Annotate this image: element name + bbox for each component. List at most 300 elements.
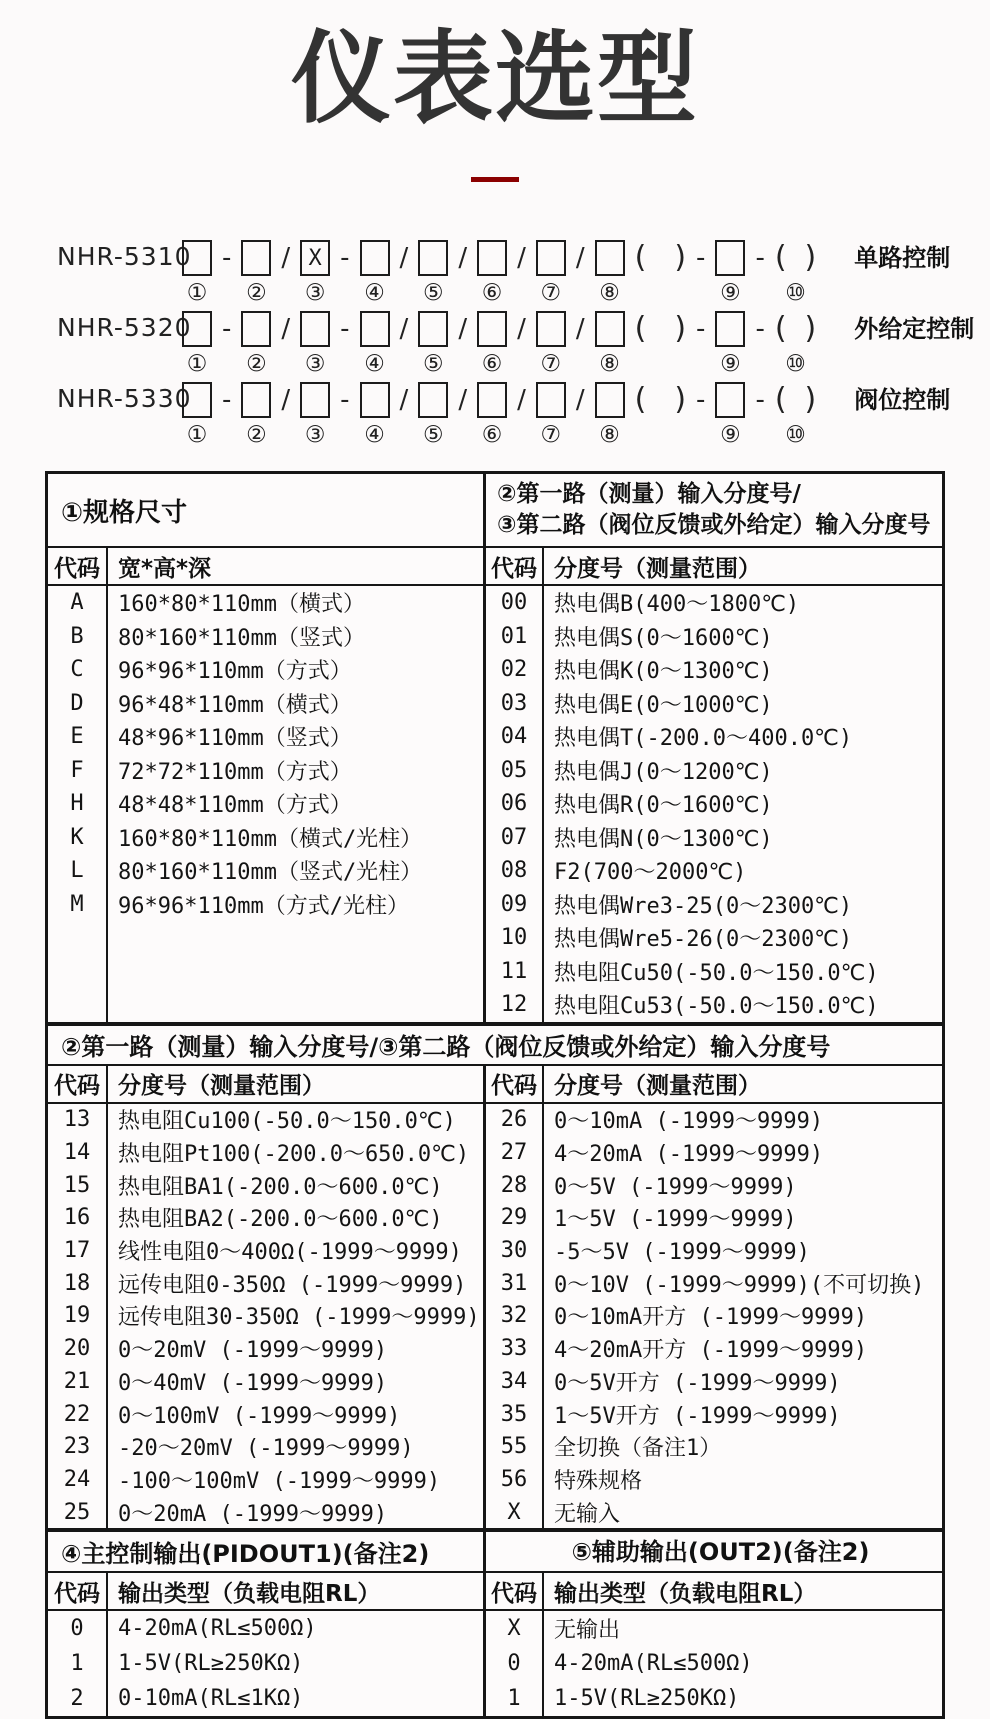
code-slot-2 [241,382,271,447]
table-row [48,720,483,754]
section1-right-header-line2: ③第二路（阀位反馈或外给定）输入分度号 [497,512,931,538]
code-slot-4 [360,240,390,305]
row-code: 33 [500,1336,528,1362]
table-row [48,1267,483,1300]
row-desc: 0～40mV (-1999～9999) [118,1370,388,1396]
table-row [486,687,942,721]
row-code: 11 [500,958,528,984]
dash-separator: - [755,385,765,415]
position-number: ⑩ [785,351,806,377]
table-row [48,754,483,788]
row-desc: F2(700～2000℃) [554,860,747,886]
code-slot-9 [715,382,745,447]
row-code: 05 [500,757,528,783]
slash-separator: / [281,385,291,415]
code-slot-8 [595,382,625,447]
row-desc: 0～5V开方 (-1999～9999) [554,1370,841,1396]
row-code: 27 [500,1140,528,1166]
code-box [477,240,507,276]
table-row [48,1430,483,1463]
table-row [486,1169,942,1202]
row-desc: 热电阻BA2(-200.0～600.0℃) [118,1207,443,1233]
row-code: 08 [500,858,528,884]
dash-separator: - [696,385,706,415]
row-desc: 0～10mA开方 (-1999～9999) [554,1305,868,1331]
row-code: 06 [500,791,528,817]
row-desc: 1-5V(RL≥250KΩ) [554,1686,740,1712]
code-box [418,311,448,347]
table-row [486,586,942,620]
row-desc: 160*80*110mm（横式/光柱） [118,826,423,852]
code-slot-2 [241,311,271,376]
size-table [48,548,486,1022]
left-paren: ( [774,311,787,346]
code-slot-6 [477,240,507,305]
code-slot-10 [775,240,816,305]
row-desc: 热电阻Cu53(-50.0～150.0℃) [554,994,879,1020]
row-desc: 72*72*110mm（方式） [118,759,352,785]
row-desc: 远传电阻0-350Ω (-1999～9999) [118,1272,467,1298]
code-box [182,311,212,347]
table-row [48,821,483,855]
control-type-label: 阀位控制 [854,386,951,414]
input-code-table-b-left [48,1066,486,1529]
dash-separator: - [222,243,232,273]
table-row [48,787,483,821]
col-header-desc: 输出类型（负载电阻RL） [118,1580,381,1607]
code-box: X [300,240,330,276]
table-row [486,787,942,821]
row-code: 34 [500,1368,528,1394]
section1-right-header [486,474,942,546]
row-code: 28 [500,1172,528,1198]
control-type-label: 单路控制 [854,244,951,272]
model-name: NHR-5320 [57,313,192,342]
row-code: A [70,590,84,616]
code-slot-3 [300,311,330,376]
size-table-header-row [48,548,483,586]
row-code: 31 [500,1270,528,1296]
position-number: ② [246,280,267,306]
table-row [486,1463,942,1496]
row-code: 01 [500,623,528,649]
row-desc: 热电阻Cu50(-50.0～150.0℃) [554,960,879,986]
section2-header-text: ②第一路（测量）输入分度号/③第二路（阀位反馈或外给定）输入分度号 [61,1033,831,1061]
row-code: 17 [63,1238,91,1264]
table-row [48,1646,483,1681]
control-type-label: 外给定控制 [854,315,975,343]
right-paren: ) [804,382,817,417]
position-number: ① [186,280,208,306]
input-code-table-b-right [486,1066,942,1529]
table-row [486,1234,942,1267]
code-box [418,240,448,276]
row-code: 14 [63,1140,91,1166]
code-slot-4 [360,311,390,376]
position-number: ⑤ [423,351,444,377]
table-row [48,1202,483,1235]
code-box [300,311,330,347]
table-row [486,1136,942,1169]
row-code: H [70,791,84,817]
table-row [486,620,942,654]
right-paren: ) [804,240,817,275]
row-code: 15 [63,1172,91,1198]
row-desc: 热电偶B(400～1800℃) [554,592,800,618]
position-number: ⑧ [599,351,620,377]
row-desc: 4～20mA (-1999～9999) [554,1142,824,1168]
row-desc: 热电偶J(0～1200℃) [554,759,773,785]
code-slot-7 [536,240,566,305]
code-box [477,382,507,418]
right-paren: ) [674,240,687,275]
col-header-desc: 宽*高*深 [118,555,212,582]
position-number: ④ [364,422,385,448]
col-header-desc: 分度号（测量范围） [554,555,761,582]
row-code: 00 [500,590,528,616]
code-slot-9 [715,311,745,376]
row-desc: -5～5V (-1999～9999) [554,1240,810,1266]
code-box [715,240,745,276]
position-number: ⑨ [720,351,741,377]
position-number: ③ [304,280,326,306]
code-slot-1 [182,382,212,447]
code-slot-10 [775,311,816,376]
section1-left-header: ①规格尺寸 [48,474,486,546]
slash-separator: / [281,314,291,344]
row-desc: 48*96*110mm（竖式） [118,726,352,752]
row-desc: 160*80*110mm（横式） [118,592,365,618]
table-row [486,921,942,955]
dash-separator: - [340,314,350,344]
code-box [595,240,625,276]
row-code: 22 [63,1401,91,1427]
slash-separator: / [575,314,585,344]
table-row [486,1398,942,1431]
row-code: 30 [500,1238,528,1264]
table-row [486,888,942,922]
row-desc: 0-10mA(RL≤1KΩ) [118,1686,304,1712]
row-code: 04 [500,724,528,750]
table-row [48,1681,483,1716]
row-desc: 热电偶K(0～1300℃) [554,659,773,685]
code-slot-1 [182,240,212,305]
row-desc: 0～5V (-1999～9999) [554,1174,797,1200]
row-desc: 0～10V (-1999～9999)(不可切换) [554,1272,925,1298]
row-desc: 4～20mA开方 (-1999～9999) [554,1338,868,1364]
table-row [48,1463,483,1496]
code-box [418,382,448,418]
table-row [486,1267,942,1300]
col-header-code: 代码 [491,555,537,582]
title-accent-dash [471,177,519,182]
row-desc: 远传电阻30-350Ω (-1999～9999) [118,1305,480,1331]
code-slot-7 [536,382,566,447]
output-table-header-row [486,1573,942,1611]
position-number: ③ [304,351,326,377]
table-row [48,888,483,922]
code-slot-1 [182,311,212,376]
code-box [595,311,625,347]
table-row [48,586,483,620]
code-slot-6 [477,311,507,376]
col-header-code: 代码 [54,1073,100,1099]
code-box [715,311,745,347]
section3-right-header: ⑤辅助输出(OUT2)(备注2) [571,1537,870,1566]
row-desc: 线性电阻0～400Ω(-1999～9999) [118,1240,462,1266]
code-box [536,240,566,276]
table-row [48,1234,483,1267]
table-row [486,854,942,888]
table-row [48,1104,483,1137]
code-slot-10 [775,382,816,447]
row-desc: 热电阻Pt100(-200.0～650.0℃) [118,1142,470,1168]
row-code: E [70,724,84,750]
row-desc: 80*160*110mm（竖式/光柱） [118,860,423,886]
row-desc: 4-20mA(RL≤500Ω) [118,1616,317,1642]
aux-output-table [486,1573,942,1716]
position-number: ① [186,422,208,448]
section3-left-header: ④主控制输出(PIDOUT1)(备注2) [48,1532,486,1571]
row-desc: 热电偶Wre3-25(0～2300℃) [554,893,853,919]
code-slot-5 [418,382,448,447]
row-code: 21 [63,1368,91,1394]
slash-separator: / [399,243,409,273]
code-box [182,382,212,418]
table-row [486,1365,942,1398]
section-outputs [48,1528,942,1716]
row-code: X [507,1616,521,1642]
main-output-table [48,1573,486,1716]
row-desc: 0～10mA (-1999～9999) [554,1109,824,1135]
table-row [486,1332,942,1365]
row-code: 25 [63,1499,91,1525]
row-code: 07 [500,824,528,850]
position-number: ⑥ [481,351,503,377]
code-box [360,311,390,347]
code-box [595,382,625,418]
code-box [536,311,566,347]
table-row [48,1136,483,1169]
dash-separator: - [222,314,232,344]
selection-table [45,471,945,1719]
position-number: ④ [364,351,385,377]
code-box [241,311,271,347]
left-paren: ( [634,240,647,275]
section-input-codes-continued [48,1022,942,1529]
input-table-header-row [486,1066,942,1104]
position-number: ⑩ [785,280,806,306]
row-desc: -20～20mV (-1999～9999) [118,1436,414,1462]
table-row [48,1496,483,1529]
row-code: 03 [500,690,528,716]
row-desc: 全切换（备注1） [554,1436,722,1462]
position-number: ⑨ [720,422,741,448]
code-slot-4 [360,382,390,447]
row-desc: 热电偶S(0～1600℃) [554,625,773,651]
row-code: 02 [500,657,528,683]
row-desc: 80*160*110mm（竖式） [118,625,365,651]
table-row [486,988,942,1022]
code-box [360,240,390,276]
code-box [536,382,566,418]
table-row [486,1646,942,1681]
position-number: ⑩ [785,422,806,448]
code-slot-2 [241,240,271,305]
row-desc: 96*96*110mm（方式/光柱） [118,893,409,919]
slash-separator: / [399,314,409,344]
position-number: ⑦ [540,351,562,377]
section1-right-header-line1: ②第一路（测量）输入分度号/ [497,480,801,507]
row-code: 1 [507,1686,521,1712]
position-number: ③ [304,422,326,448]
dash-separator: - [340,243,350,273]
table-row [486,1300,942,1333]
row-desc: 热电阻Cu100(-50.0～150.0℃) [118,1109,456,1135]
slash-separator: / [458,243,468,273]
row-code: L [70,858,84,884]
position-number: ⑥ [481,422,503,448]
code-slot-7 [536,311,566,376]
row-code: 26 [500,1107,528,1133]
table-row [48,1169,483,1202]
slash-separator: / [517,385,526,415]
input-code-table-a [486,548,942,1022]
dash-separator: - [696,314,706,344]
row-code: 19 [63,1303,91,1329]
position-number: ⑧ [599,422,620,448]
row-desc: 无输出 [554,1618,621,1644]
row-code: C [70,657,84,683]
table-row [48,620,483,654]
section-spec-and-input [48,474,942,1022]
table-row [486,1202,942,1235]
table-row [486,1681,942,1716]
position-number: ⑦ [540,422,562,448]
table-row [486,1611,942,1646]
row-code: 35 [500,1401,528,1427]
row-desc: 热电偶R(0～1600℃) [554,793,773,819]
output-table-header-row [48,1573,483,1611]
slash-separator: / [458,385,468,415]
row-code: K [70,824,84,850]
code-slot-8 [595,240,625,305]
left-paren: ( [774,240,787,275]
slash-separator: / [517,314,526,344]
table-row [48,1398,483,1431]
row-desc: 0～20mA (-1999～9999) [118,1501,388,1527]
row-desc: 4-20mA(RL≤500Ω) [554,1651,753,1677]
row-desc: 1-5V(RL≥250KΩ) [118,1651,304,1677]
model-ordering-row [57,311,990,376]
dash-separator: - [222,385,232,415]
table-row [48,1365,483,1398]
col-header-desc: 分度号（测量范围） [118,1073,325,1099]
row-code: 10 [500,925,528,951]
row-code: B [70,623,84,649]
model-ordering-codes [57,240,990,447]
table-row [48,653,483,687]
position-number: ⑤ [423,280,444,306]
row-desc: 96*48*110mm（横式） [118,692,352,718]
row-code: 13 [63,1107,91,1133]
table-row [486,653,942,687]
table-row [486,754,942,788]
table-row [486,1104,942,1137]
row-code: F [70,757,84,783]
right-paren: ) [674,311,687,346]
col-header-code: 代码 [491,1073,537,1099]
left-paren: ( [634,382,647,417]
model-ordering-row [57,382,990,447]
position-number: ⑨ [720,280,741,306]
slash-separator: / [281,243,291,273]
code-slot-9 [715,240,745,305]
row-code: 24 [63,1466,91,1492]
row-code: 2 [70,1686,84,1712]
slash-separator: / [399,385,409,415]
model-ordering-row [57,240,990,305]
row-code: D [70,690,84,716]
row-code: 20 [63,1336,91,1362]
model-name: NHR-5310 [57,242,192,271]
position-number: ① [186,351,208,377]
row-desc: 热电偶Wre5-26(0～2300℃) [554,927,853,953]
code-box [477,311,507,347]
row-desc: -100～100mV (-1999～9999) [118,1468,441,1494]
right-paren: ) [804,311,817,346]
code-box [182,240,212,276]
row-desc: 热电偶T(-200.0～400.0℃) [554,726,853,752]
row-code: 0 [70,1616,84,1642]
code-box [241,240,271,276]
page-title: 仪表选型 [291,20,699,137]
dash-separator: - [755,243,765,273]
slash-separator: / [517,243,526,273]
left-paren: ( [634,311,647,346]
col-header-code: 代码 [54,1580,100,1607]
code-slot-3 [300,240,330,305]
row-code: 1 [70,1651,84,1677]
row-code: 23 [63,1434,91,1460]
table-row [48,1300,483,1333]
col-header-code: 代码 [54,555,100,582]
table-row [48,1332,483,1365]
row-code: 55 [500,1434,528,1460]
row-code: X [507,1499,521,1525]
col-header-desc: 分度号（测量范围） [554,1073,761,1099]
position-number: ② [246,422,267,448]
row-code: 18 [63,1270,91,1296]
code-slot-6 [477,382,507,447]
code-slot-5 [418,240,448,305]
dash-separator: - [755,314,765,344]
row-code: 16 [63,1205,91,1231]
code-slot-5 [418,311,448,376]
input-table-header-row [48,1066,483,1104]
row-desc: 1～5V (-1999～9999) [554,1207,797,1233]
table-row [486,1496,942,1529]
section2-header [48,1026,942,1066]
row-desc: 48*48*110mm（方式） [118,793,352,819]
code-box [300,382,330,418]
slash-separator: / [575,243,585,273]
row-desc: 96*96*110mm（方式） [118,659,352,685]
position-number: ② [246,351,267,377]
code-slot-3 [300,382,330,447]
row-desc: 无输入 [554,1501,621,1527]
position-number: ④ [364,280,385,306]
